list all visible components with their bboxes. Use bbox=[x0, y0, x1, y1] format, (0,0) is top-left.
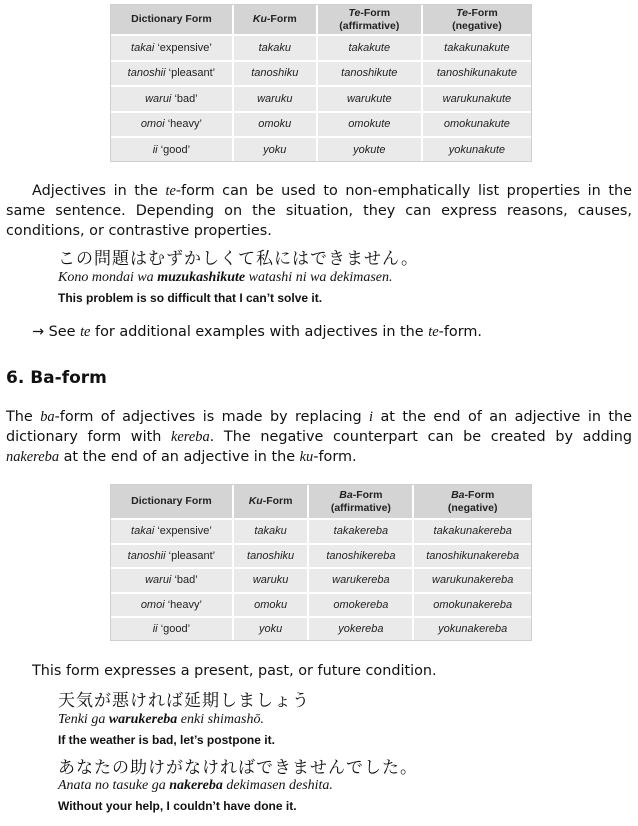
te-form-grid bbox=[111, 5, 531, 161]
example3-translation: Without your help, I couldn’t have done it. bbox=[58, 799, 297, 813]
dictionary-form-cell: omoi ‘heavy’ bbox=[111, 593, 233, 618]
condition-paragraph: This form expresses a present, past, or future condition. bbox=[32, 663, 437, 679]
table-row bbox=[111, 617, 531, 640]
table-header-row bbox=[111, 485, 531, 519]
example2-translation: If the weather is bad, let’s postpone it. bbox=[58, 733, 275, 747]
header-dictionary-form: Dictionary Form bbox=[111, 485, 233, 519]
table-row bbox=[111, 86, 531, 112]
example1-romaji: Kono mondai wa muzukashikute watashi ni wa dekimasen. bbox=[58, 270, 393, 285]
te-negative-cell: yokunakute bbox=[422, 137, 531, 161]
example1-japanese: この問題はむずかしくて私にはできません。 bbox=[58, 249, 420, 269]
te-affirmative-cell: yokute bbox=[317, 137, 422, 161]
dictionary-form-cell: takai ‘expensive’ bbox=[111, 519, 233, 544]
te-negative-cell: omokunakute bbox=[422, 112, 531, 138]
ku-form-cell: waruku bbox=[233, 568, 309, 593]
header-te-form-affirmative: Te-Form (affirmative) bbox=[317, 5, 422, 35]
te-negative-cell: tanoshikunakute bbox=[422, 61, 531, 87]
te-form-table bbox=[110, 4, 532, 162]
example2-japanese: 天気が悪ければ延期しましょう bbox=[58, 691, 310, 711]
ba-negative-cell: omokunakereba bbox=[413, 593, 531, 618]
header-ba-form-affirmative: Ba-Form (affirmative) bbox=[308, 485, 413, 519]
table-row bbox=[111, 112, 531, 138]
header-ba-form-negative: Ba-Form (negative) bbox=[413, 485, 531, 519]
ku-form-cell: waruku bbox=[233, 86, 317, 112]
table-row bbox=[111, 35, 531, 61]
ba-affirmative-cell: omokereba bbox=[308, 593, 413, 618]
ku-form-cell: takaku bbox=[233, 35, 317, 61]
te-affirmative-cell: omokute bbox=[317, 112, 422, 138]
section-heading: 6. Ba-form bbox=[6, 368, 107, 388]
table-header-row bbox=[111, 5, 531, 35]
example2-romaji: Tenki ga warukereba enki shimashō. bbox=[58, 712, 264, 727]
example3-japanese: あなたの助けがなければできませんでした。 bbox=[58, 758, 418, 778]
header-ku-form: Ku-Form bbox=[233, 485, 309, 519]
ba-affirmative-cell: tanoshikereba bbox=[308, 544, 413, 569]
arrow-right-icon: → bbox=[32, 324, 45, 340]
dictionary-form-cell: tanoshii ‘pleasant’ bbox=[111, 61, 233, 87]
dictionary-form-cell: ii ‘good’ bbox=[111, 617, 233, 640]
ku-form-cell: yoku bbox=[233, 137, 317, 161]
dictionary-form-cell: ii ‘good’ bbox=[111, 137, 233, 161]
ku-form-cell: tanoshiku bbox=[233, 61, 317, 87]
ba-form-table bbox=[110, 484, 532, 641]
ku-form-cell: tanoshiku bbox=[233, 544, 309, 569]
ba-negative-cell: warukunakereba bbox=[413, 568, 531, 593]
ku-form-cell: omoku bbox=[233, 112, 317, 138]
table-row bbox=[111, 593, 531, 618]
table-row bbox=[111, 568, 531, 593]
ba-form-paragraph: The ba-form of adjectives is made by replacing i at the end of an adjective in the dictionary form with kereba. The negative counterpart can be created by adding nakereba at the end of an adjective in the ku-form. bbox=[6, 409, 633, 465]
dictionary-form-cell: omoi ‘heavy’ bbox=[111, 112, 233, 138]
ba-negative-cell: tanoshikunakereba bbox=[413, 544, 531, 569]
dictionary-form-cell: tanoshii ‘pleasant’ bbox=[111, 544, 233, 569]
header-te-form-negative: Te-Form (negative) bbox=[422, 5, 531, 35]
example3-romaji: Anata no tasuke ga nakereba dekimasen deshita. bbox=[58, 778, 333, 793]
ba-negative-cell: takakunakereba bbox=[413, 519, 531, 544]
header-ku-form: Ku-Form bbox=[233, 5, 317, 35]
ba-affirmative-cell: warukereba bbox=[308, 568, 413, 593]
te-affirmative-cell: tanoshikute bbox=[317, 61, 422, 87]
te-negative-cell: warukunakute bbox=[422, 86, 531, 112]
ku-form-cell: yoku bbox=[233, 617, 309, 640]
dictionary-form-cell: warui ‘bad’ bbox=[111, 86, 233, 112]
te-affirmative-cell: takakute bbox=[317, 35, 422, 61]
ba-form-grid bbox=[111, 485, 531, 640]
ba-affirmative-cell: yokereba bbox=[308, 617, 413, 640]
te-negative-cell: takakunakute bbox=[422, 35, 531, 61]
table-row bbox=[111, 137, 531, 161]
header-dictionary-form: Dictionary Form bbox=[111, 5, 233, 35]
dictionary-form-cell: warui ‘bad’ bbox=[111, 568, 233, 593]
ba-affirmative-cell: takakereba bbox=[308, 519, 413, 544]
dictionary-form-cell: takai ‘expensive’ bbox=[111, 35, 233, 61]
see-te-reference: → See te for additional examples with adjectives in the te-form. bbox=[32, 324, 482, 340]
ku-form-cell: takaku bbox=[233, 519, 309, 544]
table-row bbox=[111, 61, 531, 87]
example1-translation: This problem is so difficult that I can’t solve it. bbox=[58, 291, 323, 305]
te-affirmative-cell: warukute bbox=[317, 86, 422, 112]
ku-form-cell: omoku bbox=[233, 593, 309, 618]
te-form-paragraph: Adjectives in the te-form can be used to non-emphatically list properties in the same sentence. Depending on the situation, they can express reasons, causes, conditions, or contrastive properties. bbox=[6, 183, 632, 239]
table-row bbox=[111, 544, 531, 569]
table-row bbox=[111, 519, 531, 544]
ba-negative-cell: yokunakereba bbox=[413, 617, 531, 640]
